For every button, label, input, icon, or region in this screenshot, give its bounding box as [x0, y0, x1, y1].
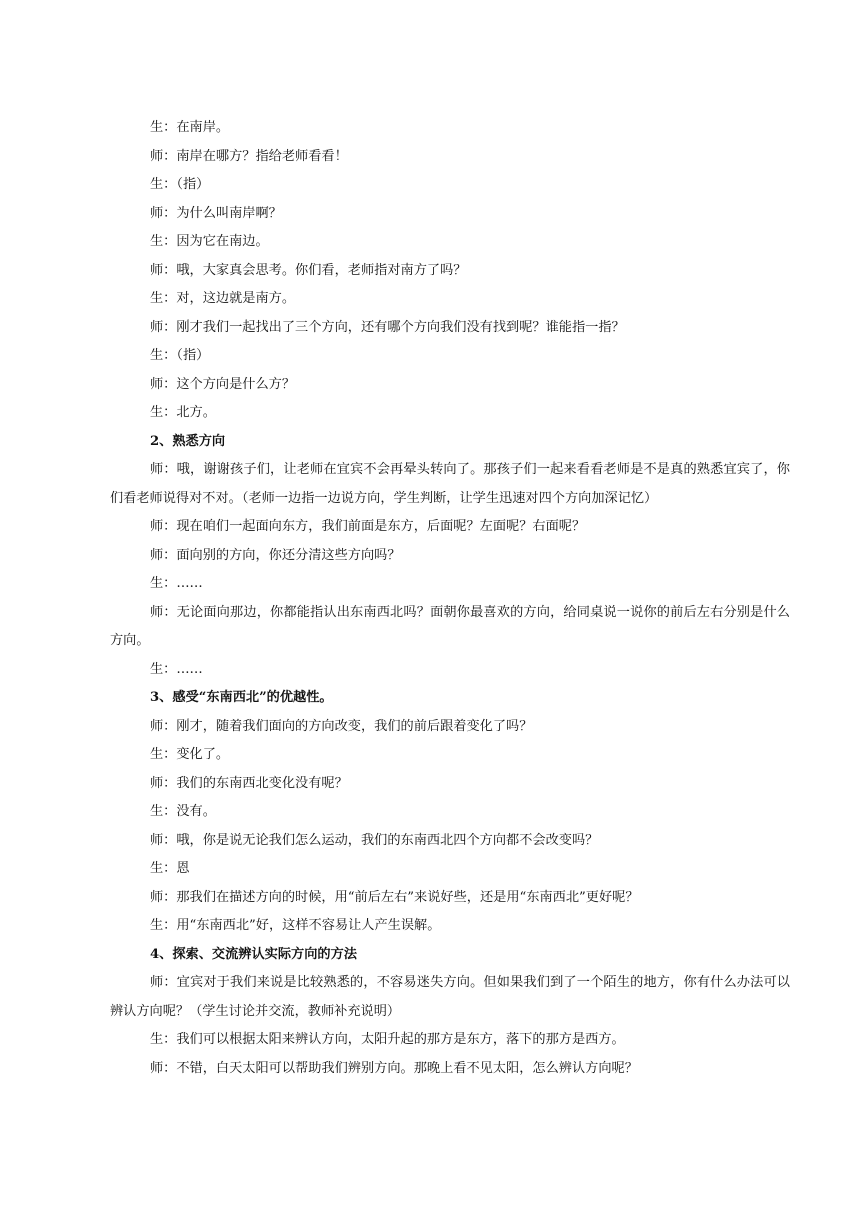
dialogue-line: 生：没有。	[150, 804, 216, 819]
section-heading: 3、感受“东南西北”的优越性。	[150, 690, 333, 705]
dialogue-line: 生：因为它在南边。	[150, 234, 269, 249]
dialogue-line: 师：这个方向是什么方？	[150, 376, 296, 392]
dialogue-line: 生：对，这边就是南方。	[150, 291, 296, 306]
dialogue-line: 师：我们的东南西北变化没有呢？	[150, 775, 348, 791]
dialogue-line: 师：面向别的方向，你还分清这些方向吗？	[150, 547, 401, 563]
dialogue-line: 师：现在咱们一起面向东方，我们前面是东方，后面呢？左面呢？右面呢？	[150, 519, 586, 534]
section-heading: 2、熟悉方向	[150, 433, 226, 449]
dialogue-line: 生：北方。	[150, 405, 216, 420]
dialogue-line: 师：那我们在描述方向的时候，用“前后左右”来说好些，还是用“东南西北”更好呢？	[150, 889, 639, 905]
dialogue-paragraph: 师：无论面向那边，你都能指认出东南西北吗？面朝你最喜欢的方向，给同桌说一说你的前后左右分别是什么方向。	[110, 604, 790, 648]
dialogue-line: 生：用“东南西北”好，这样不容易让人产生误解。	[150, 918, 441, 933]
dialogue-line: 生：我们可以根据太阳来辨认方向，太阳升起的那方是东方，落下的那方是西方。	[150, 1032, 625, 1047]
dialogue-line: 师：哦，大家真会思考。你们看，老师指对南方了吗？	[150, 262, 467, 278]
dialogue-line: 生：在南岸。	[150, 120, 230, 135]
dialogue-line: 师：哦，你是说无论我们怎么运动，我们的东南西北四个方向都不会改变吗？	[150, 832, 599, 848]
dialogue-line: 生：变化了。	[150, 747, 230, 762]
section-heading: 4、探索、交流辨认实际方向的方法	[150, 946, 357, 962]
dialogue-line: 师：不错，白天太阳可以帮助我们辨别方向。那晚上看不见太阳，怎么辨认方向呢？	[150, 1060, 638, 1076]
dialogue-line: 师：南岸在哪方？指给老师看看！	[150, 148, 348, 164]
dialogue-line: 生：……	[150, 576, 203, 591]
dialogue-line: 生：……	[150, 661, 203, 677]
dialogue-line: 生：（指）	[150, 348, 210, 363]
dialogue-line: 师：刚才，随着我们面向的方向改变，我们的前后跟着变化了吗？	[150, 718, 533, 734]
dialogue-line: 师：刚才我们一起找出了三个方向，还有哪个方向我们没有找到呢？谁能指一指？	[150, 319, 625, 335]
dialogue-paragraph: 师：宜宾对于我们来说是比较熟悉的，不容易迷失方向。但如果我们到了一个陌生的地方，你有什么办法可以辨认方向呢？（学生讨论并交流，教师补充说明）	[110, 975, 790, 1019]
dialogue-line: 师：为什么叫南岸啊？	[150, 205, 282, 221]
dialogue-line: 生：（指）	[150, 177, 210, 192]
dialogue-paragraph: 师：哦，谢谢孩子们，让老师在宜宾不会再晕头转向了。那孩子们一起来看看老师是不是真的熟悉宜宾了，你们看老师说得对不对。（老师一边指一边说方向，学生判断，让学生迅速对四个方向加深记忆）	[110, 462, 790, 506]
dialogue-line: 生：恩	[150, 861, 190, 876]
